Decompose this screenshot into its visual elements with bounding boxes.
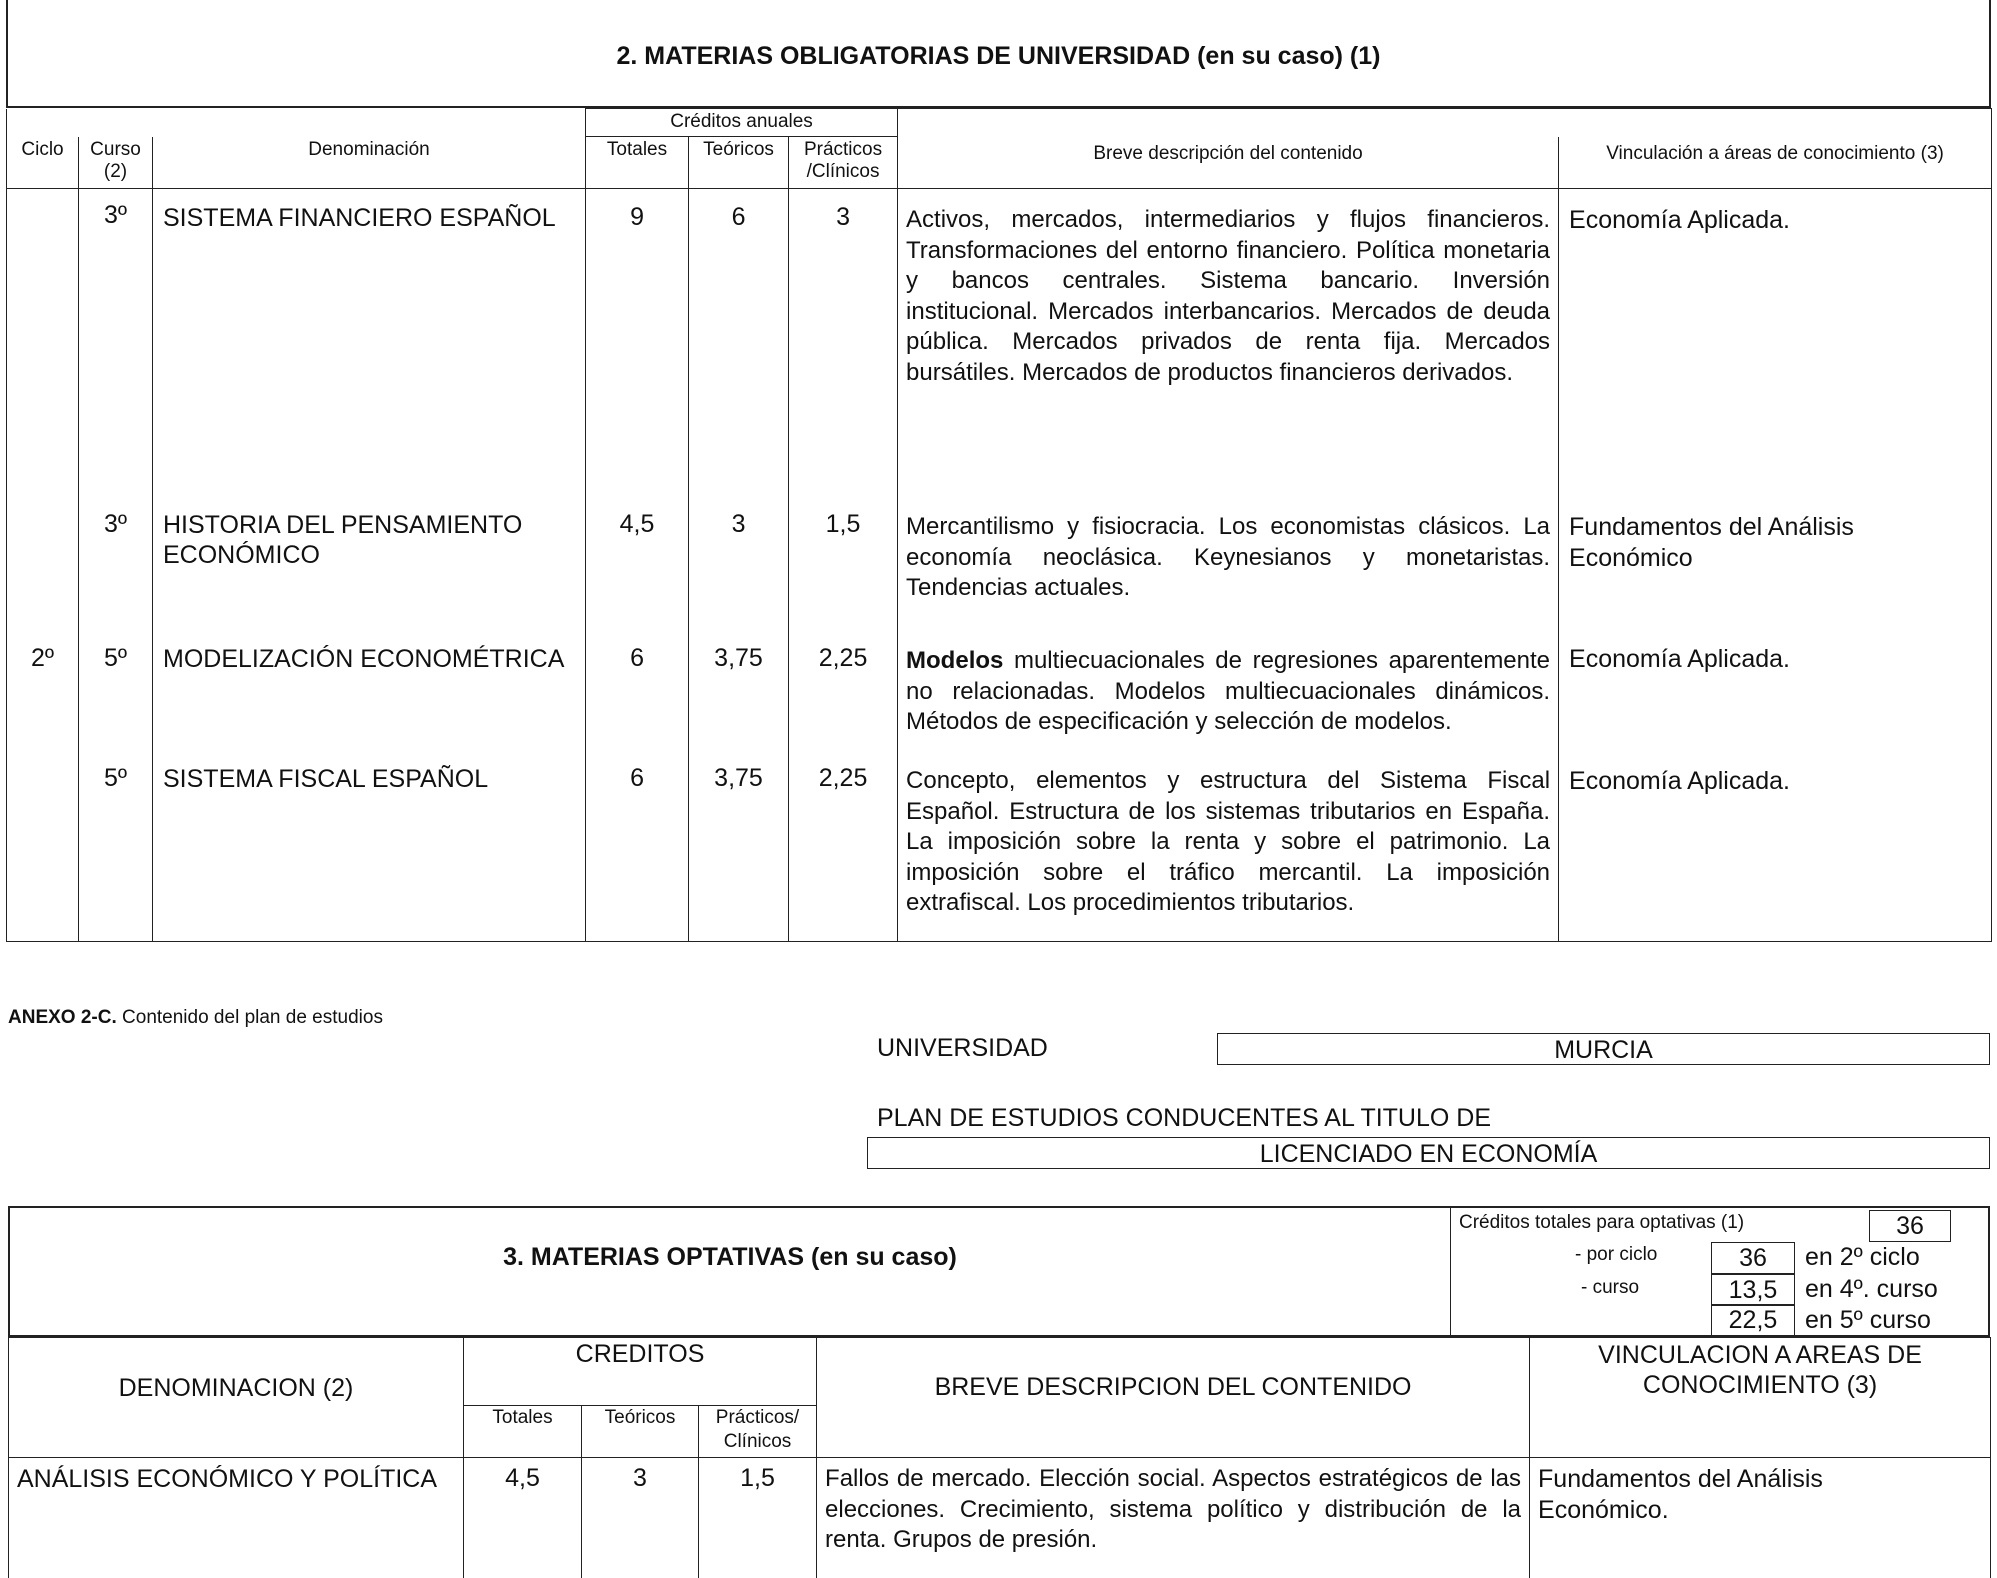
s2-row1-vinculacion: Economía Aplicada. bbox=[1569, 206, 1791, 234]
s2-row4-totales: 6 bbox=[630, 764, 644, 792]
s3-row1-totales: 4,5 bbox=[464, 1458, 582, 1578]
s2-row2-practicos: 1,5 bbox=[825, 510, 861, 538]
s3-header-teoricos: Teóricos bbox=[582, 1406, 699, 1458]
s2-row3-descripcion-rest: multiecuacionales de regresiones aparentemente no relacionadas. Modelos multiecuacionales dinámicos. Métodos de especificación y selección de modelos. bbox=[906, 647, 1551, 735]
s2-row1-denominacion: SISTEMA FINANCIERO ESPAÑOL bbox=[163, 204, 556, 232]
s2-row2-vinculacion: Fundamentos del Análisis Económico bbox=[1569, 513, 1854, 572]
curso-text-1: en 4º. curso bbox=[1805, 1275, 1938, 1303]
s2-row3-totales: 6 bbox=[630, 644, 644, 672]
s3-header-vinculacion-1: VINCULACION A AREAS DE bbox=[1598, 1341, 1922, 1369]
por-ciclo-text: en 2º ciclo bbox=[1805, 1243, 1920, 1271]
anexo-label-rest: Contenido del plan de estudios bbox=[116, 1007, 383, 1028]
s2-header-vinculacion: Vinculación a áreas de conocimiento (3) bbox=[1559, 137, 1992, 189]
anexo-label bbox=[8, 1007, 383, 1029]
s2-row4-vinculacion: Economía Aplicada. bbox=[1569, 767, 1791, 795]
s2-row1-teoricos: 6 bbox=[731, 203, 746, 231]
section2-title: 2. MATERIAS OBLIGATORIAS DE UNIVERSIDAD (en su caso) (1) bbox=[616, 42, 1381, 70]
section3-table bbox=[8, 1337, 1991, 1578]
s2-row3-practicos: 2,25 bbox=[818, 644, 868, 672]
s2-row2-descripcion: Mercantilismo y fisiocracia. Los economistas clásicos. La economía neoclásica. Keynesianos y monetaristas. Tendencias actuales. bbox=[906, 513, 1551, 601]
s2-row1-curso: 3º bbox=[103, 201, 128, 229]
plan-box bbox=[867, 1137, 1990, 1169]
anexo-label-bold: ANEXO 2-C. bbox=[8, 1007, 117, 1028]
s2-header-totales: Totales bbox=[586, 137, 689, 189]
s2-row4-descripcion: Concepto, elementos y estructura del Sistema Fiscal Español. Estructura de los sistemas tributarios en España. La imposición sobre la renta y sobre el patrimonio. La imposición sobre el tráfico mercantil. La imposición extrafiscal. Los procedimientos tributarios. bbox=[906, 767, 1551, 916]
s2-row4-curso: 5º bbox=[103, 764, 128, 792]
s3-header-practicos-2: Clínicos bbox=[723, 1431, 792, 1452]
s2-header-ciclo: Ciclo bbox=[7, 137, 79, 189]
s2-header-curso-note: (2) bbox=[103, 160, 128, 182]
s2-row1-practicos: 3 bbox=[836, 203, 850, 231]
s2-row4-teoricos: 3,75 bbox=[714, 764, 763, 792]
s2-row2-totales: 4,5 bbox=[619, 510, 655, 538]
s3-row1-descripcion: Fallos de mercado. Elección social. Aspectos estratégicos de las elecciones. Crecimiento, sistema político y distribución de la renta. Grupos de presión. bbox=[817, 1458, 1530, 1578]
s2-row4-denominacion: SISTEMA FISCAL ESPAÑOL bbox=[163, 765, 489, 793]
s2-header-curso bbox=[79, 137, 153, 189]
s2-ciclo-cell bbox=[7, 189, 79, 942]
s3-header-creditos: CREDITOS bbox=[464, 1338, 817, 1406]
s2-teoricos-cell bbox=[689, 189, 789, 942]
section2-title-box bbox=[6, 0, 1991, 108]
s3-header-totales: Totales bbox=[464, 1406, 582, 1458]
s3-row1-denominacion: ANÁLISIS ECONÓMICO Y POLÍTICA bbox=[9, 1458, 464, 1578]
section2-table bbox=[6, 108, 1992, 942]
curso-text-2: en 5º curso bbox=[1805, 1306, 1931, 1334]
s2-header-practicos-2: /Clínicos bbox=[806, 161, 880, 182]
s2-header-practicos-1: Prácticos bbox=[803, 139, 883, 160]
s2-header-practicos bbox=[789, 137, 898, 189]
s2-row1-descripcion: Activos, mercados, intermediarios y flujos financieros. Transformaciones del entorno financiero. Política monetaria y bancos centrales. Sistema bancario. Inversión institucional. Mercados interbancarios. Mercados de deuda pública. Mercados privados de renta fija. Mercados bursátiles. Mercados de productos financieros derivados. bbox=[906, 206, 1551, 386]
s2-row3-curso: 5º bbox=[103, 644, 128, 672]
plan-label: PLAN DE ESTUDIOS CONDUCENTES AL TITULO DE bbox=[877, 1104, 1492, 1132]
curso-value-2: 22,5 bbox=[1711, 1304, 1795, 1337]
s2-header-blank-right bbox=[898, 109, 1992, 137]
s2-row2-teoricos: 3 bbox=[731, 510, 746, 538]
section3-header bbox=[8, 1206, 1990, 1337]
s3-row1-practicos: 1,5 bbox=[699, 1458, 817, 1578]
s3-header-practicos bbox=[699, 1406, 817, 1458]
s2-totales-cell bbox=[586, 189, 689, 942]
curso-label: - curso bbox=[1581, 1277, 1640, 1298]
s2-row3-teoricos: 3,75 bbox=[714, 644, 763, 672]
plan-value: LICENCIADO EN ECONOMÍA bbox=[1259, 1140, 1598, 1168]
optativas-credits-area bbox=[1450, 1208, 1990, 1337]
section3-title: 3. MATERIAS OPTATIVAS (en su caso) bbox=[503, 1243, 957, 1271]
s2-ciclo-value: 2º bbox=[30, 644, 55, 672]
s2-curso-cell bbox=[79, 189, 153, 942]
s2-row3-vinculacion: Economía Aplicada. bbox=[1569, 645, 1791, 673]
s3-header-breve: BREVE DESCRIPCION DEL CONTENIDO bbox=[817, 1338, 1530, 1458]
creditos-totales-value: 36 bbox=[1869, 1210, 1951, 1242]
s2-header-creditos-anuales: Créditos anuales bbox=[586, 109, 898, 137]
universidad-box bbox=[1217, 1033, 1990, 1065]
s2-header-blank bbox=[7, 109, 586, 137]
s2-header-teoricos: Teóricos bbox=[689, 137, 789, 189]
s2-descripcion-cell bbox=[898, 189, 1559, 942]
s2-row4-practicos: 2,25 bbox=[818, 764, 868, 792]
s2-row2-curso: 3º bbox=[103, 510, 128, 538]
s2-row2-denominacion: HISTORIA DEL PENSAMIENTO ECONÓMICO bbox=[163, 511, 523, 569]
por-ciclo-value: 36 bbox=[1711, 1242, 1795, 1274]
s2-practicos-cell bbox=[789, 189, 898, 942]
s2-row3-denominacion: MODELIZACIÓN ECONOMÉTRICA bbox=[163, 645, 565, 673]
s3-row1-vinculacion: Fundamentos del Análisis Económico. bbox=[1530, 1458, 1991, 1578]
s3-header-vinculacion bbox=[1530, 1338, 1991, 1458]
universidad-value: MURCIA bbox=[1554, 1036, 1653, 1064]
s3-header-denominacion: DENOMINACION (2) bbox=[9, 1338, 464, 1458]
s2-header-curso-label: Curso bbox=[90, 138, 141, 160]
s2-header-breve: Breve descripción del contenido bbox=[898, 137, 1559, 189]
curso-value-1: 13,5 bbox=[1711, 1274, 1795, 1306]
universidad-label: UNIVERSIDAD bbox=[877, 1034, 1048, 1062]
creditos-totales-label: Créditos totales para optativas (1) bbox=[1459, 1212, 1745, 1233]
s2-vinculacion-cell bbox=[1559, 189, 1992, 942]
s2-row3-descripcion-bold: Modelos bbox=[906, 647, 1004, 674]
s2-denominacion-cell bbox=[153, 189, 586, 942]
s2-row3-descripcion bbox=[898, 644, 1558, 738]
s2-row1-totales: 9 bbox=[630, 203, 644, 231]
s3-header-vinculacion-2: CONOCIMIENTO (3) bbox=[1642, 1371, 1878, 1399]
s3-header-practicos-1: Prácticos/ bbox=[715, 1407, 800, 1428]
s3-row1-teoricos: 3 bbox=[582, 1458, 699, 1578]
por-ciclo-label: - por ciclo bbox=[1575, 1244, 1658, 1265]
s2-header-denominacion: Denominación bbox=[153, 137, 586, 189]
